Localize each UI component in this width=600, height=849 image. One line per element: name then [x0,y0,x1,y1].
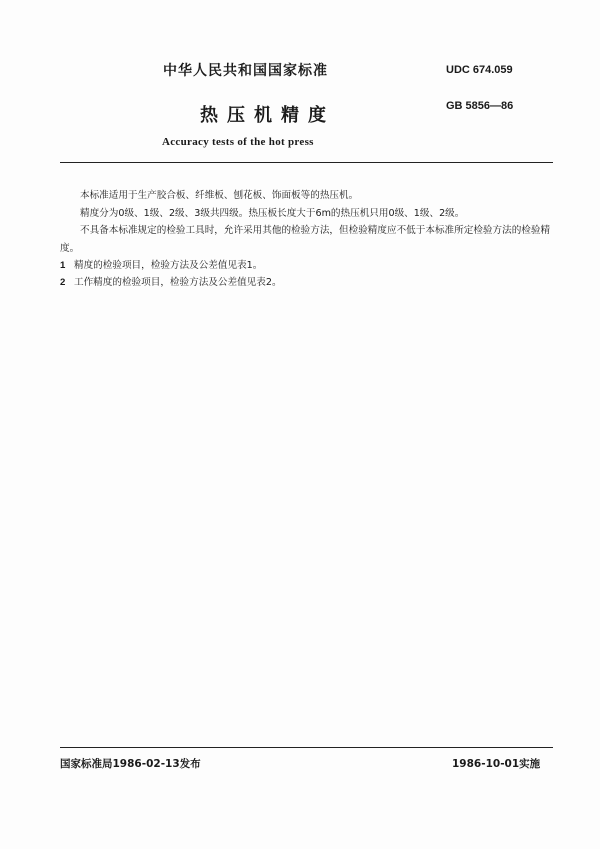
document-title-english: Accuracy tests of the hot press [162,136,314,148]
scope-paragraph: 本标准适用于生产胶合板、纤维板、刨花板、饰面板等的热压机。 [80,190,359,201]
list-item [60,257,552,275]
list-item [60,274,552,292]
list-item-text: 精度的检验项目，检验方法及公差值见表1。 [74,260,263,271]
list-item-number: 1 [60,260,66,271]
grade-paragraph: 精度分为0级、1级、2级、3级共四级。热压板长度大于6m的热压机只用0级、1级、2级。 [80,208,465,219]
standard-org-heading: 中华人民共和国国家标准 [163,63,328,79]
udc-number: UDC 674.059 [446,64,513,76]
list-item-text: 工作精度的检验项目，检验方法及公差值见表2。 [74,277,282,288]
tools-paragraph: 不具备本标准规定的检验工具时，允许采用其他的检验方法，但检验精度应不低于本标准所定检验方法的检验精度。 [60,225,551,254]
gb-number: GB 5856—86 [446,100,514,112]
header-divider [60,162,553,163]
document-title-chinese: 热压机精度 [200,105,335,126]
issue-date: 国家标准局1986-02-13发布 [60,758,201,770]
list-item-number: 2 [60,277,66,288]
implementation-date: 1986-10-01实施 [452,758,541,770]
footer-divider [60,747,553,748]
